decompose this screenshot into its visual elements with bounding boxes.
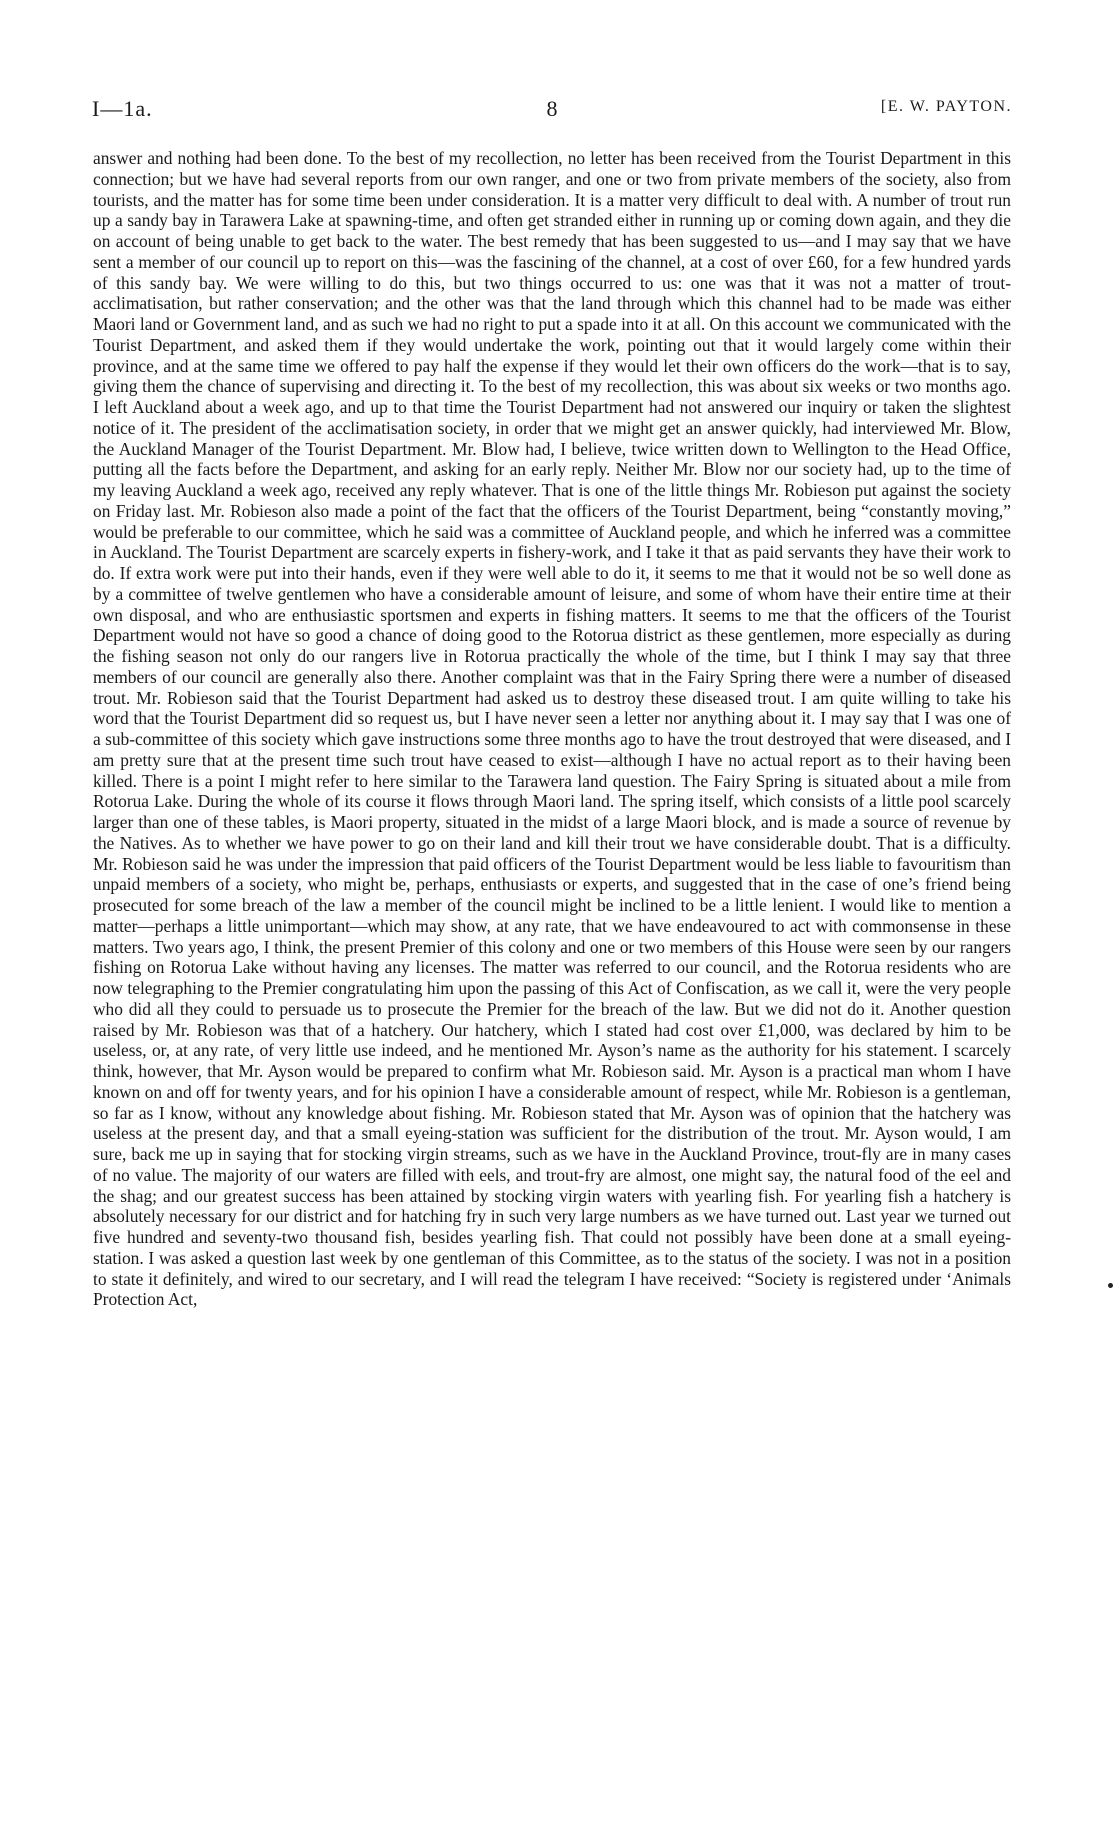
- page-header: [92, 96, 1012, 126]
- paper-reference: I—1a.: [92, 96, 153, 121]
- page-number: 8: [546, 96, 558, 121]
- ink-dot: [1108, 1283, 1113, 1288]
- body-paragraph: answer and nothing had been done. To the best of my recollection, no letter has been received from the Tourist Department in this connection; but we have had several reports from our own ranger, and one or two from private members of the society, also from tourists, and the matter has for some time been under consideration. It is a matter very difficult to deal with. A number of trout run up a sandy bay in Tarawera Lake at spawning-time, and often get stranded either in running up or coming down again, and they die on account of being unable to get back to the water. The best remedy that has been suggested to us—and I may say that we have sent a member of our council up to report on this—was the fascining of the channel, at a cost of over £60, for a few hundred yards of this sandy bay. We were willing to do this, but two things occurred to us: one was that it was not a matter of trout-acclimatisation, but rather conservation; and the other was that the land through which this channel had to be made was either Maori land or Government land, and as such we had no right to put a spade into it at all. On this account we communicated with the Tourist Department, and asked them if they would undertake the work, pointing out that it would largely come within their province, and at the same time we offered to pay half the expense if they would let their own officers do the work—that is to say, giving them the chance of supervising and directing it. To the best of my recollection, this was about six weeks or two months ago. I left Auckland about a week ago, and up to that time the Tourist Department had not answered our inquiry or taken the slightest notice of it. The president of the acclimatisation society, in order that we might get an answer quickly, had interviewed Mr. Blow, the Auckland Manager of the Tourist Department. Mr. Blow had, I believe, twice written down to Wellington to the Head Office, putting all the facts before the Department, and asking for an early reply. Neither Mr. Blow nor our society had, up to the time of my leaving Auckland a week ago, received any reply whatever. That is one of the little things Mr. Robieson put against the society on Friday last. Mr. Robieson also made a point of the fact that the officers of the Tourist Department, being “constantly moving,” would be preferable to our committee, which he said was a committee of Auckland people, and which he inferred was a committee in Auckland. The Tourist Department are scarcely experts in fishery-work, and I take it that as paid servants they have their work to do. If extra work were put into their hands, even if they were well able to do it, it seems to me that it would not be so well done as by a committee of twelve gentlemen who have a considerable amount of leisure, and some of whom have their entire time at their own disposal, and who are enthusiastic sportsmen and experts in fishing matters. It seems to me that the officers of the Tourist Department would not have so good a chance of doing good to the Rotorua district as these gentlemen, more especially as during the fishing season not only do our rangers live in Rotorua practically the whole of the time, but I think I may say that three members of our council are generally also there. Another complaint was that in the Fairy Spring there were a number of diseased trout. Mr. Robieson said that the Tourist Department had asked us to destroy these diseased trout. I am quite willing to take his word that the Tourist Department did so request us, but I have never seen a letter nor anything about it. I may say that I was one of a sub-committee of this society which gave instructions some three months ago to have the trout destroyed that were diseased, and I am pretty sure that at the present time such trout have ceased to exist—although I have no actual report as to their having been killed. There is a point I might refer to here similar to the Tarawera land question. The Fairy Spring is situated about a mile from Rotorua Lake. During the whole of its course it flows through Maori land. The spring itself, which consists of a little pool scarcely larger than one of these tables, is Maori property, situated in the midst of a large Maori block, and is made a source of revenue by the Natives. As to whether we have power to go on their land and kill their trout we have considerable doubt. That is a difficulty. Mr. Robieson said he was under the impression that paid officers of the Tourist Department would be less liable to favouritism than unpaid members of a society, who might be, perhaps, enthusiasts or experts, and suggested that in the case of one’s friend being prosecuted for some breach of the law a member of the council might be inclined to be a little lenient. I would like to mention a matter—perhaps a little unimportant—which may show, at any rate, that we have endeavoured to act with commonsense in these matters. Two years ago, I think, the present Premier of this colony and one or two members of this House were seen by our rangers fishing on Rotorua Lake without having any licenses. The matter was referred to our council, and the Rotorua residents who are now telegraphing to the Premier congratulating him upon the passing of this Act of Confiscation, as we call it, were the very people who did all they could to persuade us to prosecute the Premier for the breach of the law. But we did not do it. Another question raised by Mr. Robieson was that of a hatchery. Our hatchery, which I stated had cost over £1,000, was declared by him to be useless, or, at any rate, of very little use indeed, and he mentioned Mr. Ayson’s name as the authority for his statement. I scarcely think, however, that Mr. Ayson would be prepared to confirm what Mr. Robieson said. Mr. Ayson is a practical man whom I have known on and off for twenty years, and for his opinion I have a considerable amount of respect, while Mr. Robieson is a gentleman, so far as I know, without any knowledge about fishing. Mr. Robieson stated that Mr. Ayson was of opinion that the hatchery was useless at the present day, and that a small eyeing-station was sufficient for the distribution of the trout. Mr. Ayson would, I am sure, back me up in saying that for stocking virgin streams, such as we have in the Auckland Province, trout-fly are in many cases of no value. The majority of our waters are filled with eels, and trout-fry are almost, one might say, the natural food of the eel and the shag; and our greatest success has been attained by stocking virgin waters with yearling fish. For yearling fish a hatchery is absolutely necessary for our district and for hatching fry in such very large numbers as we have turned out. Last year we turned out five hundred and seventy-two thousand fish, besides yearling fish. That could not possibly have been done at a small eyeing-station. I was asked a question last week by one gentleman of this Committee, as to the status of the society. I was not in a position to state it definitely, and wired to our secretary, and I will read the telegram I have received: “Society is registered under ‘Animals Protection Act,: [93, 148, 1011, 1310]
- witness-name: [E. W. PAYTON.: [880, 98, 1012, 115]
